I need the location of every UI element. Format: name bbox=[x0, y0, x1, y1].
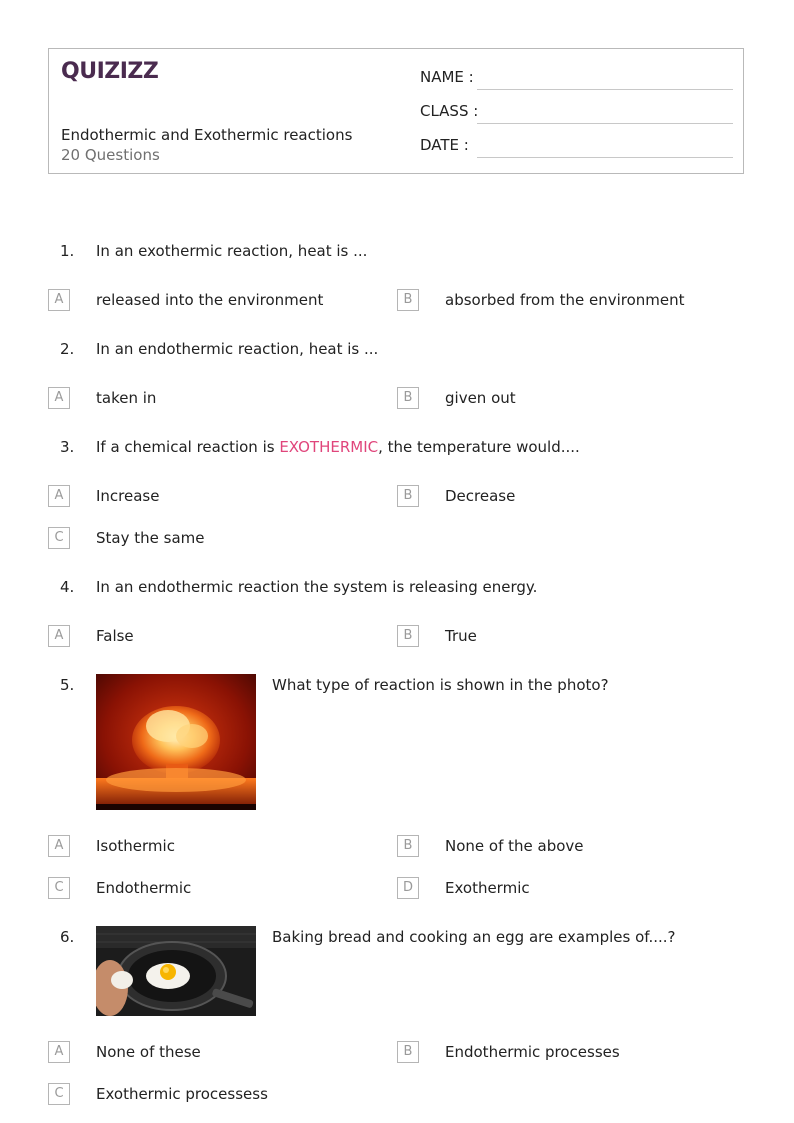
option-text: Increase bbox=[96, 487, 160, 505]
worksheet-title: Endothermic and Exothermic reactions bbox=[61, 126, 353, 144]
class-label: CLASS : bbox=[420, 102, 479, 120]
option-text: Decrease bbox=[445, 487, 516, 505]
question-number: 1. bbox=[60, 242, 75, 260]
question-number: 4. bbox=[60, 578, 75, 596]
question-number: 3. bbox=[60, 438, 75, 456]
question-number: 5. bbox=[60, 676, 75, 694]
option-box-d[interactable]: D bbox=[397, 877, 419, 899]
option-box-b[interactable]: B bbox=[397, 387, 419, 409]
option-box-b[interactable]: B bbox=[397, 485, 419, 507]
question-text-part: , the temperature would.... bbox=[378, 438, 580, 456]
question-number: 6. bbox=[60, 928, 75, 946]
question-text: In an exothermic reaction, heat is ... bbox=[96, 242, 368, 260]
question-number: 2. bbox=[60, 340, 75, 358]
highlighted-keyword: EXOTHERMIC bbox=[279, 438, 379, 456]
option-text: Stay the same bbox=[96, 529, 205, 547]
option-text: released into the environment bbox=[96, 291, 324, 309]
option-box-c[interactable]: C bbox=[48, 877, 70, 899]
worksheet-header bbox=[48, 48, 744, 174]
egg-pan-photo bbox=[96, 926, 256, 1016]
option-box-a[interactable]: A bbox=[48, 625, 70, 647]
option-text: Endothermic processes bbox=[445, 1043, 620, 1061]
option-text: None of the above bbox=[445, 837, 584, 855]
option-box-a[interactable]: A bbox=[48, 835, 70, 857]
option-text: Endothermic bbox=[96, 879, 192, 897]
question-text: In an endothermic reaction the system is releasing energy. bbox=[96, 578, 538, 596]
option-box-c[interactable]: C bbox=[48, 1083, 70, 1105]
option-text: absorbed from the environment bbox=[445, 291, 685, 309]
explosion-photo bbox=[96, 674, 256, 810]
option-box-b[interactable]: B bbox=[397, 835, 419, 857]
option-box-a[interactable]: A bbox=[48, 1041, 70, 1063]
option-text: True bbox=[445, 627, 477, 645]
option-text: False bbox=[96, 627, 134, 645]
option-box-a[interactable]: A bbox=[48, 485, 70, 507]
question-count: 20 Questions bbox=[61, 146, 160, 164]
option-box-a[interactable]: A bbox=[48, 289, 70, 311]
option-box-c[interactable]: C bbox=[48, 527, 70, 549]
option-text: Exothermic bbox=[445, 879, 530, 897]
name-label: NAME : bbox=[420, 68, 474, 86]
date-label: DATE : bbox=[420, 136, 469, 154]
question-text-part: If a chemical reaction is bbox=[96, 438, 280, 456]
name-field[interactable] bbox=[477, 89, 733, 90]
option-text: Exothermic processess bbox=[96, 1085, 268, 1103]
option-box-b[interactable]: B bbox=[397, 289, 419, 311]
option-box-b[interactable]: B bbox=[397, 1041, 419, 1063]
date-field[interactable] bbox=[477, 157, 733, 158]
option-box-a[interactable]: A bbox=[48, 387, 70, 409]
question-text bbox=[96, 438, 580, 456]
option-box-b[interactable]: B bbox=[397, 625, 419, 647]
class-field[interactable] bbox=[477, 123, 733, 124]
quizizz-logo: QUIZIZZ bbox=[61, 59, 159, 84]
question-text: What type of reaction is shown in the photo? bbox=[272, 676, 609, 694]
option-text: None of these bbox=[96, 1043, 201, 1061]
option-text: taken in bbox=[96, 389, 157, 407]
question-text: Baking bread and cooking an egg are examples of....? bbox=[272, 928, 676, 946]
question-text: In an endothermic reaction, heat is ... bbox=[96, 340, 379, 358]
option-text: given out bbox=[445, 389, 516, 407]
option-text: Isothermic bbox=[96, 837, 175, 855]
